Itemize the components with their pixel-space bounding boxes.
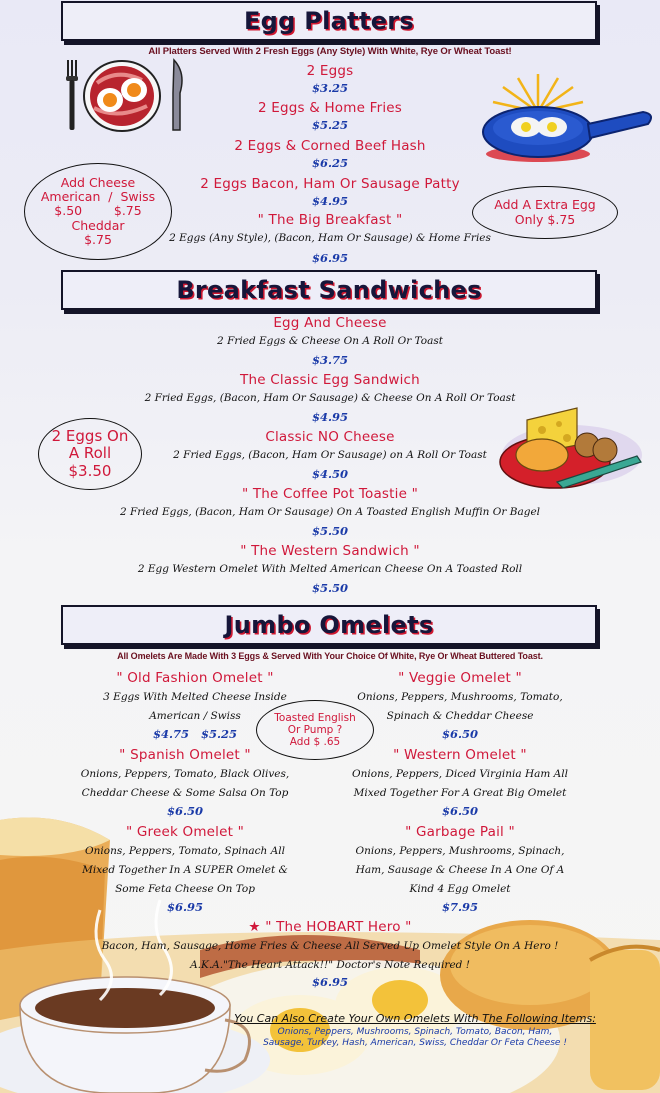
item-price: $3.75 bbox=[311, 353, 348, 367]
add-cheese-callout bbox=[24, 163, 172, 260]
item-desc: American / Swiss bbox=[149, 710, 241, 722]
item-name: 2 Eggs & Corned Beef Hash bbox=[234, 138, 426, 154]
platters-note: All Platters Served With 2 Fresh Eggs (Any Style) With White, Rye Or Wheat Toast! bbox=[148, 46, 512, 57]
item-desc: Onions, Peppers, Tomato, Spinach All bbox=[85, 845, 285, 857]
item-desc: 2 Fried Eggs, (Bacon, Ham Or Sausage) On A Toasted English Muffin Or Bagel bbox=[119, 506, 541, 518]
platter-item bbox=[0, 100, 660, 132]
item-name: " The Big Breakfast " bbox=[257, 212, 403, 228]
sandwich-item bbox=[0, 315, 660, 367]
callout-text: Cheddar bbox=[71, 217, 125, 233]
jumbo-omelets-header bbox=[61, 605, 597, 645]
item-name: The Classic Egg Sandwich bbox=[240, 372, 420, 388]
item-name: Classic NO Cheese bbox=[265, 429, 395, 445]
callout-text: $.50 $.75 bbox=[54, 203, 142, 219]
item-price: $4.95 bbox=[311, 194, 348, 208]
breakfast-sandwiches-header bbox=[61, 270, 597, 310]
callout-text: $.75 bbox=[84, 232, 112, 248]
section-title: Egg Platters bbox=[243, 7, 415, 35]
item-name: " Spanish Omelet " bbox=[119, 747, 251, 763]
item-price: $3.25 bbox=[311, 81, 348, 95]
item-name: 2 Eggs Bacon, Ham Or Sausage Patty bbox=[200, 176, 460, 192]
create-own-list: Sausage, Turkey, Hash, American, Swiss, Cheddar Or Feta Cheese ! bbox=[263, 1038, 567, 1048]
item-desc: Cheddar Cheese & Some Salsa On Top bbox=[81, 787, 289, 799]
item-price: $4.50 bbox=[311, 467, 348, 481]
item-desc: 2 Eggs (Any Style), (Bacon, Ham Or Sausage) & Home Fries bbox=[169, 232, 491, 244]
sandwich-item bbox=[0, 486, 660, 538]
callout-text: Add Cheese bbox=[60, 174, 136, 190]
omelet-item bbox=[340, 824, 580, 914]
eggs-on-roll-callout bbox=[38, 418, 142, 490]
item-desc: Ham, Sausage & Cheese In A One Of A bbox=[355, 864, 565, 876]
item-desc: Onions, Peppers, Tomato, Black Olives, bbox=[80, 768, 290, 780]
item-price: $4.75 $5.25 bbox=[152, 727, 238, 741]
item-desc: 3 Eggs With Melted Cheese Inside bbox=[103, 691, 287, 703]
item-name: 2 Eggs & Home Fries bbox=[257, 100, 403, 116]
item-price: $5.50 bbox=[311, 581, 348, 595]
item-desc: 2 Fried Eggs & Cheese On A Roll Or Toast bbox=[217, 335, 443, 347]
item-price: $7.95 bbox=[441, 900, 478, 914]
item-name: Egg And Cheese bbox=[273, 315, 387, 331]
item-desc: Onions, Peppers, Mushrooms, Spinach, bbox=[355, 845, 565, 857]
callout-text: Add A Extra Egg bbox=[494, 197, 596, 213]
callout-text: $3.50 bbox=[68, 461, 112, 480]
omelets-note: All Omelets Are Made With 3 Eggs & Served With Your Choice Of White, Rye Or Wheat Buttered Toast. bbox=[117, 651, 543, 661]
item-desc: Onions, Peppers, Diced Virginia Ham All bbox=[352, 768, 568, 780]
create-own-list: Onions, Peppers, Mushrooms, Spinach, Tomato, Bacon, Ham, bbox=[277, 1027, 553, 1037]
omelet-item bbox=[340, 670, 580, 741]
item-name: " Greek Omelet " bbox=[125, 824, 245, 840]
callout-text: American / Swiss bbox=[40, 188, 156, 204]
item-name: " The Coffee Pot Toastie " bbox=[241, 486, 419, 502]
item-desc: A.K.A."The Heart Attack!!" Doctor's Note Required ! bbox=[190, 959, 470, 971]
callout-text: Toasted English bbox=[274, 711, 356, 724]
callout-text: Or Pump ? bbox=[287, 723, 343, 736]
item-price: $6.50 bbox=[441, 727, 478, 741]
callout-text: A Roll bbox=[68, 444, 112, 463]
item-name-row bbox=[0, 919, 660, 935]
item-name: " Old Fashion Omelet " bbox=[116, 670, 274, 686]
item-name: " Veggie Omelet " bbox=[398, 670, 522, 686]
item-desc: Some Feta Cheese On Top bbox=[115, 883, 255, 895]
item-desc: 2 Fried Eggs, (Bacon, Ham Or Sausage) & Cheese On A Roll Or Toast bbox=[144, 392, 516, 404]
item-name: " Garbage Pail " bbox=[405, 824, 515, 840]
extra-egg-callout bbox=[472, 186, 618, 239]
hobart-hero-item bbox=[0, 919, 660, 989]
create-own-omelet bbox=[200, 1012, 630, 1048]
callout-text: Only $.75 bbox=[514, 211, 576, 227]
star-icon: ★ bbox=[248, 919, 261, 935]
create-own-heading: You Can Also Create Your Own Omelets With The Following Items: bbox=[234, 1012, 596, 1025]
platter-item bbox=[0, 63, 660, 95]
item-desc: Onions, Peppers, Mushrooms, Tomato, bbox=[357, 691, 563, 703]
item-name: 2 Eggs bbox=[306, 63, 354, 79]
item-price: $4.95 bbox=[311, 410, 348, 424]
item-desc: 2 Egg Western Omelet With Melted American Cheese On A Toasted Roll bbox=[137, 563, 523, 575]
omelet-item bbox=[60, 747, 310, 818]
cheese-plate-icon bbox=[497, 400, 642, 490]
item-price: $6.95 bbox=[166, 900, 203, 914]
item-desc: Mixed Together For A Great Big Omelet bbox=[353, 787, 567, 799]
item-name: " The Western Sandwich " bbox=[240, 543, 420, 559]
callout-text: Add $ .65 bbox=[289, 736, 341, 749]
omelet-item bbox=[60, 824, 310, 914]
item-price: $6.95 bbox=[311, 251, 348, 265]
egg-platters-header bbox=[61, 1, 597, 41]
item-price: $6.95 bbox=[311, 975, 348, 989]
section-title: Jumbo Omelets bbox=[224, 611, 434, 639]
item-desc: Bacon, Ham, Sausage, Home Fries & Cheese All Served Up Omelet Style On A Hero ! bbox=[101, 940, 559, 952]
item-desc: Mixed Together In A SUPER Omelet & bbox=[82, 864, 288, 876]
callout-text: 2 Eggs On bbox=[51, 427, 129, 446]
item-desc: Kind 4 Egg Omelet bbox=[409, 883, 511, 895]
item-name: " Western Omelet " bbox=[393, 747, 527, 763]
item-desc: Spinach & Cheddar Cheese bbox=[386, 710, 534, 722]
item-price: $6.50 bbox=[166, 804, 203, 818]
omelet-item bbox=[340, 747, 580, 818]
item-desc: 2 Fried Eggs, (Bacon, Ham Or Sausage) on A Roll Or Toast bbox=[173, 449, 487, 461]
item-price: $5.25 bbox=[311, 118, 348, 132]
item-name: " The HOBART Hero " bbox=[265, 919, 412, 935]
sandwich-item bbox=[0, 543, 660, 595]
item-price: $6.25 bbox=[311, 156, 348, 170]
toasted-english-callout bbox=[256, 700, 374, 760]
item-price: $5.50 bbox=[311, 524, 348, 538]
item-price: $6.50 bbox=[441, 804, 478, 818]
section-title: Breakfast Sandwiches bbox=[176, 276, 482, 304]
